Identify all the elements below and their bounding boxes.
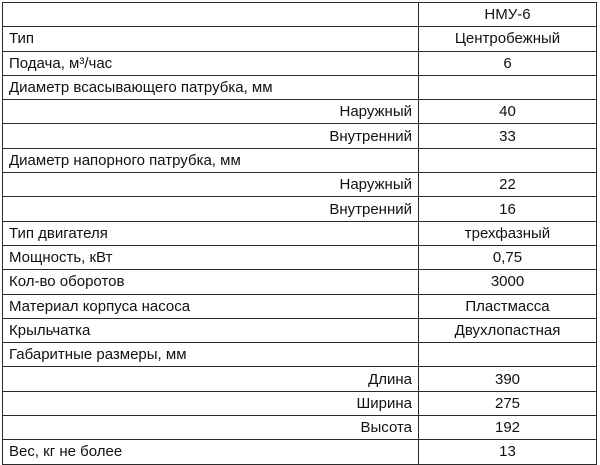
table-header-row <box>3 3 597 27</box>
table-row <box>3 367 597 391</box>
table-row <box>3 270 597 294</box>
param-value: 40 <box>419 100 597 124</box>
table-row <box>3 221 597 245</box>
param-value: 0,75 <box>419 245 597 269</box>
param-label: Диаметр напорного патрубка, мм <box>3 148 419 172</box>
param-value: 22 <box>419 173 597 197</box>
param-value: Пластмасса <box>419 294 597 318</box>
spec-table <box>2 2 597 465</box>
table-row <box>3 100 597 124</box>
table-row <box>3 124 597 148</box>
param-value: 6 <box>419 51 597 75</box>
sub-param-label: Наружный <box>3 100 419 124</box>
sub-param-label: Внутренний <box>3 124 419 148</box>
sub-param-label: Ширина <box>3 391 419 415</box>
spec-table-body <box>3 3 597 465</box>
sub-param-label: Высота <box>3 416 419 440</box>
param-value: 3000 <box>419 270 597 294</box>
table-row <box>3 245 597 269</box>
param-value: трехфазный <box>419 221 597 245</box>
table-row <box>3 27 597 51</box>
param-label: Крыльчатка <box>3 318 419 342</box>
param-label: Мощность, кВт <box>3 245 419 269</box>
table-row <box>3 391 597 415</box>
param-label: Диаметр всасывающего патрубка, мм <box>3 75 419 99</box>
table-row <box>3 343 597 367</box>
header-model-cell: НМУ-6 <box>419 3 597 27</box>
table-row <box>3 318 597 342</box>
sub-param-label: Внутренний <box>3 197 419 221</box>
param-label: Кол-во оборотов <box>3 270 419 294</box>
param-value <box>419 343 597 367</box>
sub-param-label: Длина <box>3 367 419 391</box>
param-value: Двухлопастная <box>419 318 597 342</box>
param-label: Тип двигателя <box>3 221 419 245</box>
table-row <box>3 197 597 221</box>
param-label: Вес, кг не более <box>3 440 419 464</box>
param-value: 192 <box>419 416 597 440</box>
param-label: Подача, м³/час <box>3 51 419 75</box>
sub-param-label: Наружный <box>3 173 419 197</box>
param-value: Центробежный <box>419 27 597 51</box>
param-value <box>419 75 597 99</box>
param-label: Материал корпуса насоса <box>3 294 419 318</box>
param-label: Габаритные размеры, мм <box>3 343 419 367</box>
param-value: 33 <box>419 124 597 148</box>
param-value <box>419 148 597 172</box>
param-value: 390 <box>419 367 597 391</box>
table-row <box>3 173 597 197</box>
table-row <box>3 294 597 318</box>
param-value: 16 <box>419 197 597 221</box>
table-row <box>3 416 597 440</box>
param-label: Тип <box>3 27 419 51</box>
header-param-cell <box>3 3 419 27</box>
param-value: 13 <box>419 440 597 464</box>
table-row <box>3 148 597 172</box>
table-row <box>3 75 597 99</box>
table-row <box>3 440 597 464</box>
table-row <box>3 51 597 75</box>
param-value: 275 <box>419 391 597 415</box>
